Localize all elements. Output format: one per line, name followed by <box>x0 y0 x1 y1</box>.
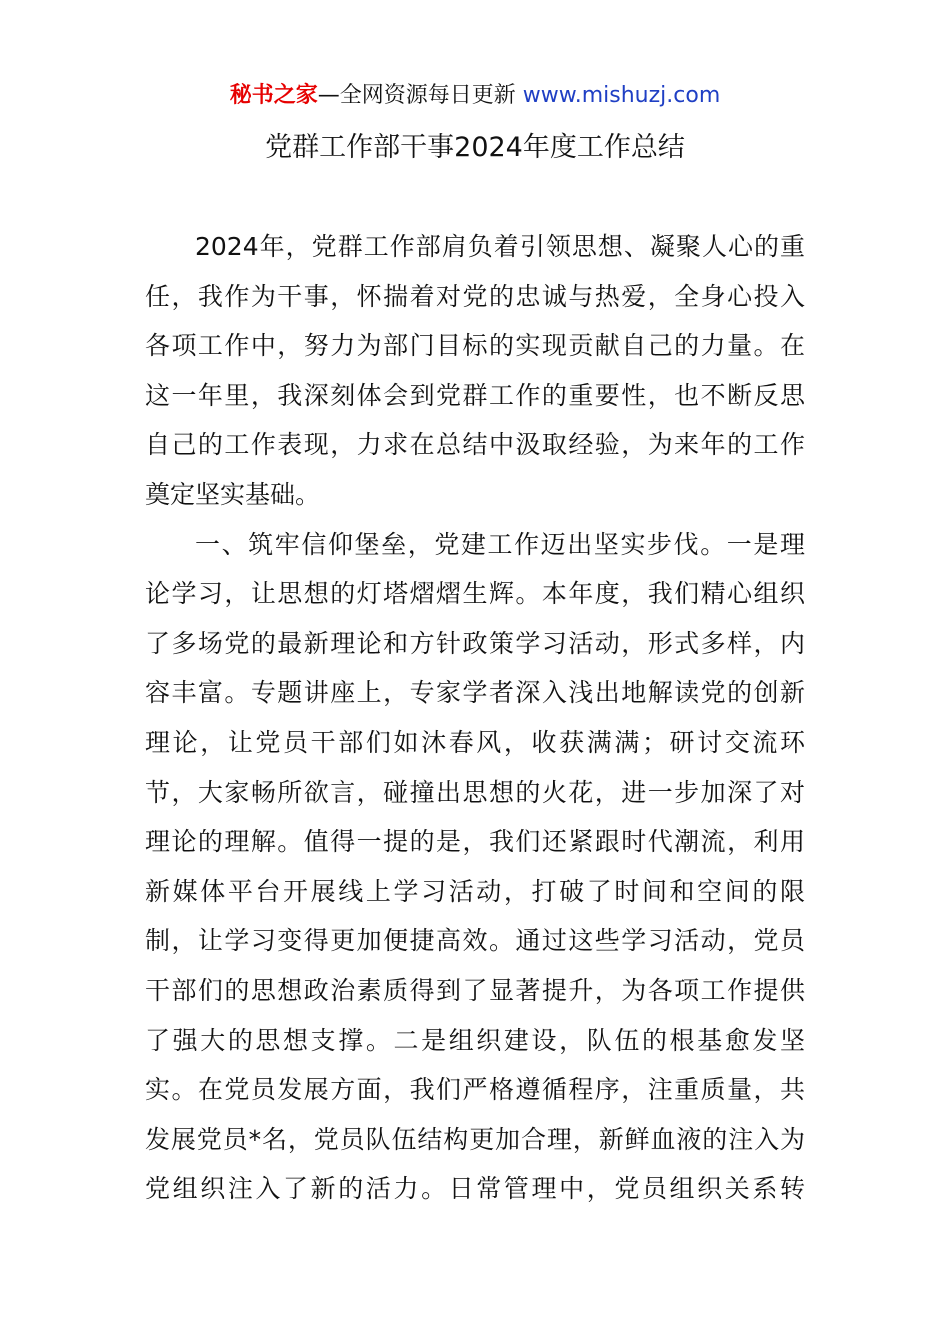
paragraph-2-line-9: 制，让学习变得更加便捷高效。通过这些学习活动，党员 <box>145 926 805 956</box>
paragraph-2-line-13: 发展党员*名，党员队伍结构更加合理，新鲜血液的注入为 <box>145 1124 805 1154</box>
paragraph-1-line-1: 2024年，党群工作部肩负着引领思想、凝聚人心的重 <box>195 232 805 261</box>
paragraph-2-line-6: 节，大家畅所欲言，碰撞出思想的火花，进一步加深了对 <box>145 777 805 807</box>
paragraph-2-line-3: 了多场党的最新理论和方针政策学习活动，形式多样，内 <box>145 628 805 658</box>
paragraph-2-line-4: 容丰富。专题讲座上，专家学者深入浅出地解读党的创新 <box>145 678 805 708</box>
paragraph-2-line-11: 了强大的思想支撑。二是组织建设，队伍的根基愈发坚 <box>145 1025 805 1055</box>
site-url-link[interactable]: www.mishuzj.com <box>522 83 721 108</box>
paragraph-1-line-2: 任，我作为干事，怀揣着对党的忠诚与热爱，全身心投入 <box>145 281 805 311</box>
paragraph-1-line-5: 自己的工作表现，力求在总结中汲取经验，为来年的工作 <box>145 430 805 460</box>
document-body <box>145 222 805 1214</box>
paragraph-1-line-4: 这一年里，我深刻体会到党群工作的重要性，也不断反思 <box>145 380 805 410</box>
paragraph-2-line-12: 实。在党员发展方面，我们严格遵循程序，注重质量，共 <box>145 1075 805 1105</box>
paragraph-2-line-8: 新媒体平台开展线上学习活动，打破了时间和空间的限 <box>145 876 805 906</box>
document-title: 党群工作部干事2024年度工作总结 <box>265 132 685 163</box>
paragraph-2-line-10: 干部们的思想政治素质得到了显著提升，为各项工作提供 <box>145 975 805 1005</box>
paragraph-2-line-7: 理论的理解。值得一提的是，我们还紧跟时代潮流，利用 <box>145 827 805 857</box>
paragraph-2-line-14: 党组织注入了新的活力。日常管理中，党员组织关系转 <box>145 1174 805 1204</box>
paragraph-1-line-6: 奠定坚实基础。 <box>145 479 321 509</box>
site-header <box>0 80 950 112</box>
paragraph-2-line-2: 论学习，让思想的灯塔熠熠生辉。本年度，我们精心组织 <box>145 579 805 609</box>
paragraph-1-line-3: 各项工作中，努力为部门目标的实现贡献自己的力量。在 <box>145 331 805 361</box>
site-brand: 秘书之家 <box>229 83 318 108</box>
paragraph-2-line-1: 一、筑牢信仰堡垒，党建工作迈出坚实步伐。一是理 <box>195 529 805 559</box>
paragraph-2-line-5: 理论，让党员干部们如沐春风，收获满满；研讨交流环 <box>145 727 805 757</box>
site-tagline: —全网资源每日更新 <box>317 83 516 108</box>
